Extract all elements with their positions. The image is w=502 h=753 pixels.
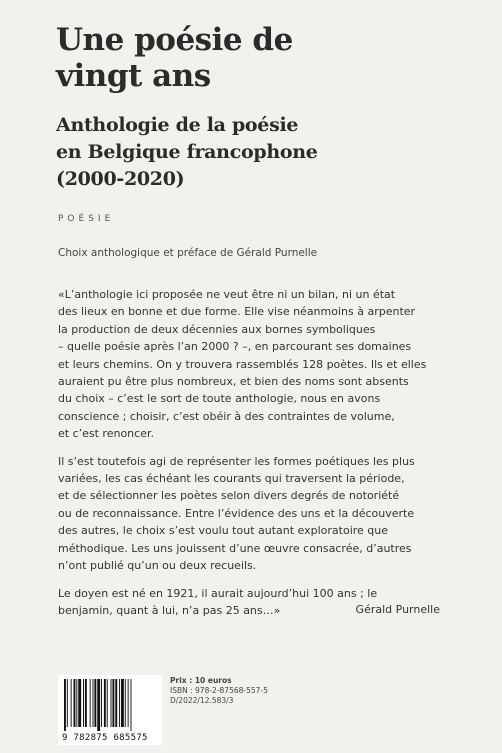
barcode-bar: [94, 679, 96, 727]
editor-credit: Choix anthologique et préface de Gérald Purnelle: [58, 247, 318, 259]
blurb-line: «L’anthologie ici proposée ne veut être ni un bilan, ni un état: [58, 288, 396, 301]
barcode-bar: [83, 679, 84, 727]
barcode-bar: [115, 679, 117, 727]
blurb-line: ou de reconnaissance. Entre l’évidence des uns et la découverte: [58, 506, 415, 520]
barcode-bars: [64, 679, 156, 731]
blurb-line: et leurs chemins. On y trouvera rassemblés 128 poètes. Ils et elles: [58, 357, 427, 371]
book-title: [56, 22, 476, 94]
barcode-bar: [111, 679, 112, 727]
book-title-line-2: vingt ans: [56, 58, 211, 94]
blurb-text: [58, 286, 458, 629]
blurb-line: des autres, le choix s’est voulu tout autant exploratoire que: [58, 524, 389, 538]
barcode-bar: [93, 679, 94, 727]
blurb-line: benjamin, quant à lui, n’a pas 25 ans…»: [58, 603, 281, 617]
blurb-paragraph-1: [58, 286, 458, 443]
blurb-line: et c’est renoncer.: [58, 427, 154, 441]
blurb-line: Le doyen est né en 1921, il aurait aujourd’hui 100 ans ; le: [58, 586, 378, 600]
blurb-line: des lieux en bonne et due forme. Elle vise néanmoins à arpenter: [58, 305, 416, 319]
barcode-bar: [107, 679, 108, 727]
blurb-line: n’ont publié qu’un ou deux recueils.: [58, 559, 257, 573]
book-subtitle: [56, 112, 476, 193]
blurb-line: variées, les cas échéant les courants qui traversent la période,: [58, 472, 405, 486]
blurb-line: la production de deux décennies aux bornes symboliques: [58, 322, 376, 336]
book-subtitle-line-3: (2000-2020): [56, 168, 185, 190]
barcode-bar: [85, 679, 87, 727]
barcode-bar: [112, 679, 114, 727]
author-signature: Gérald Purnelle: [355, 603, 440, 616]
barcode-bar: [74, 679, 76, 727]
blurb-line: Il s’est toutefois agi de représenter les formes poétiques les plus: [58, 454, 415, 468]
barcode-bar: [90, 679, 91, 727]
blurb-line: conscience ; choisir, c’est obéir à des contraintes de volume,: [58, 409, 395, 423]
barcode-bar: [71, 679, 72, 727]
book-subtitle-line-2: en Belgique francophone: [56, 141, 318, 163]
barcode-bar: [78, 679, 81, 727]
blurb-line: auraient pu être plus nombreux, et bien des noms sont absents: [58, 375, 409, 389]
barcode-bar: [119, 679, 120, 727]
book-subtitle-line-1: Anthologie de la poésie: [56, 114, 299, 136]
barcode-bar: [101, 679, 102, 727]
price-label: Prix : 10 euros: [170, 676, 232, 685]
barcode-bar: [125, 679, 126, 727]
blurb-paragraph-2: [58, 453, 458, 575]
barcode-bar: [104, 679, 106, 727]
book-title-line-1: Une poésie de: [56, 22, 293, 58]
barcode-bar: [76, 679, 77, 727]
genre-label: POÉSIE: [58, 214, 115, 224]
barcode-bar: [67, 679, 68, 727]
barcode-bar: [64, 679, 66, 731]
blurb-line: et de sélectionner les poètes selon divers degrés de notoriété: [58, 489, 400, 503]
isbn-label: ISBN : 978-2-87568-557-5: [170, 686, 268, 695]
blurb-line: – quelle poésie après l’an 2000 ? –, en parcourant ses domaines: [58, 340, 412, 354]
blurb-line: méthodique. Les uns jouissent d’une œuvre consacrée, d’autres: [58, 541, 412, 555]
blurb-line: du choix – c’est le sort de toute anthologie, nous en avons: [58, 392, 381, 406]
publication-info: [170, 676, 268, 706]
barcode-bar: [128, 679, 129, 727]
barcode-bar: [131, 679, 132, 731]
barcode-digits: 9 782875 685575: [62, 733, 148, 743]
barcode-bar: [121, 679, 124, 727]
barcode-bar: [97, 679, 100, 731]
legal-deposit-label: D/2022/12.583/3: [170, 696, 234, 705]
barcode: [58, 675, 162, 745]
